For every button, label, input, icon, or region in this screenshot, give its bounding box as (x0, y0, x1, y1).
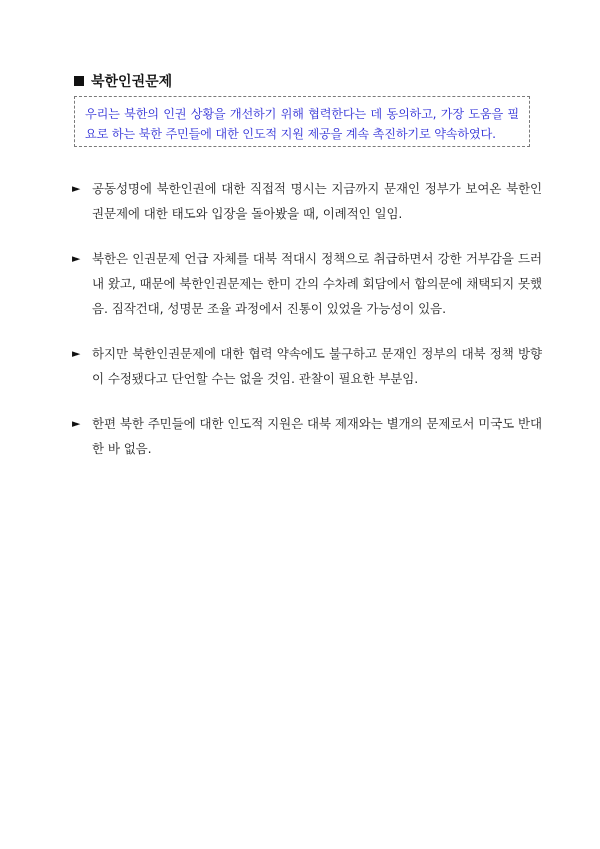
arrow-bullet-icon: ► (72, 347, 81, 360)
bullet-item (72, 246, 542, 321)
arrow-bullet-icon: ► (72, 417, 81, 430)
bullet-text: 공동성명에 북한인권에 대한 직접적 명시는 지금까지 문재인 정부가 보여온 북한인권문제에 대한 태도와 입장을 돌아봤을 때, 이례적인 일임. (92, 181, 542, 221)
arrow-bullet-icon: ► (72, 182, 81, 195)
bullet-item (72, 176, 542, 226)
section-title: 북한인권문제 (91, 74, 173, 90)
arrow-bullet-icon: ► (72, 252, 81, 265)
bullet-text: 하지만 북한인권문제에 대한 협력 약속에도 불구하고 문재인 정부의 대북 정책 방향이 수정됐다고 단언할 수는 없을 것임. 관찰이 필요한 부분임. (92, 346, 542, 386)
bullet-item (72, 411, 542, 461)
square-bullet-icon (74, 76, 84, 86)
bullet-text: 북한은 인권문제 언급 자체를 대북 적대시 정책으로 취급하면서 강한 거부감을 드러내 왔고, 때문에 북한인권문제는 한미 간의 수차례 회담에서 합의문에 채택되지 못했음. 짐작건대, 성명문 조율 과정에서 진통이 있었을 가능성이 있음. (92, 251, 542, 316)
summary-box (74, 96, 530, 147)
summary-text: 우리는 북한의 인권 상황을 개선하기 위해 협력한다는 데 동의하고, 가장 도움을 필요로 하는 북한 주민들에 대한 인도적 지원 제공을 계속 촉진하기로 약속하였다. (85, 107, 519, 141)
bullet-item (72, 341, 542, 391)
section-heading (74, 71, 172, 91)
bullet-list (72, 176, 542, 481)
bullet-text: 한편 북한 주민들에 대한 인도적 지원은 대북 제재와는 별개의 문제로서 미국도 반대한 바 없음. (92, 416, 542, 456)
